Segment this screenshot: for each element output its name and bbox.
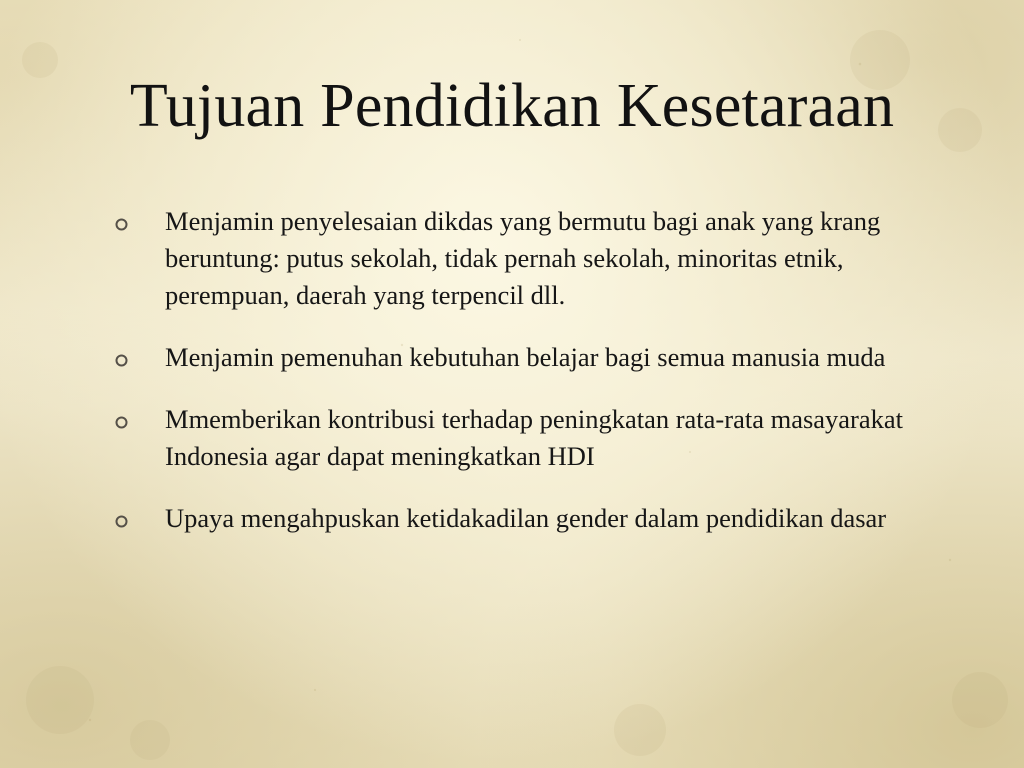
list-item [112,500,932,537]
hollow-circle-icon [115,218,128,231]
hollow-circle-icon [115,416,128,429]
bullet-text: Menjamin penyelesaian dikdas yang bermutu bagi anak yang krang beruntung: putus sekolah, tidak pernah sekolah, minoritas etnik, perempuan, daerah yang terpencil dll. [165,206,881,310]
bullet-text: Menjamin pemenuhan kebutuhan belajar bagi semua manusia muda [165,342,886,372]
list-item [112,203,932,314]
list-item [112,401,932,475]
bullet-text: Upaya mengahpuskan ketidakadilan gender dalam pendidikan dasar [165,503,887,533]
bullet-list [112,203,932,562]
bullet-text: Mmemberikan kontribusi terhadap peningkatan rata-rata masayarakat Indonesia agar dapat meningkatkan HDI [165,404,904,471]
list-item [112,339,932,376]
hollow-circle-icon [115,515,128,528]
slide-title: Tujuan Pendidikan Kesetaraan [129,72,895,140]
hollow-circle-icon [115,354,128,367]
